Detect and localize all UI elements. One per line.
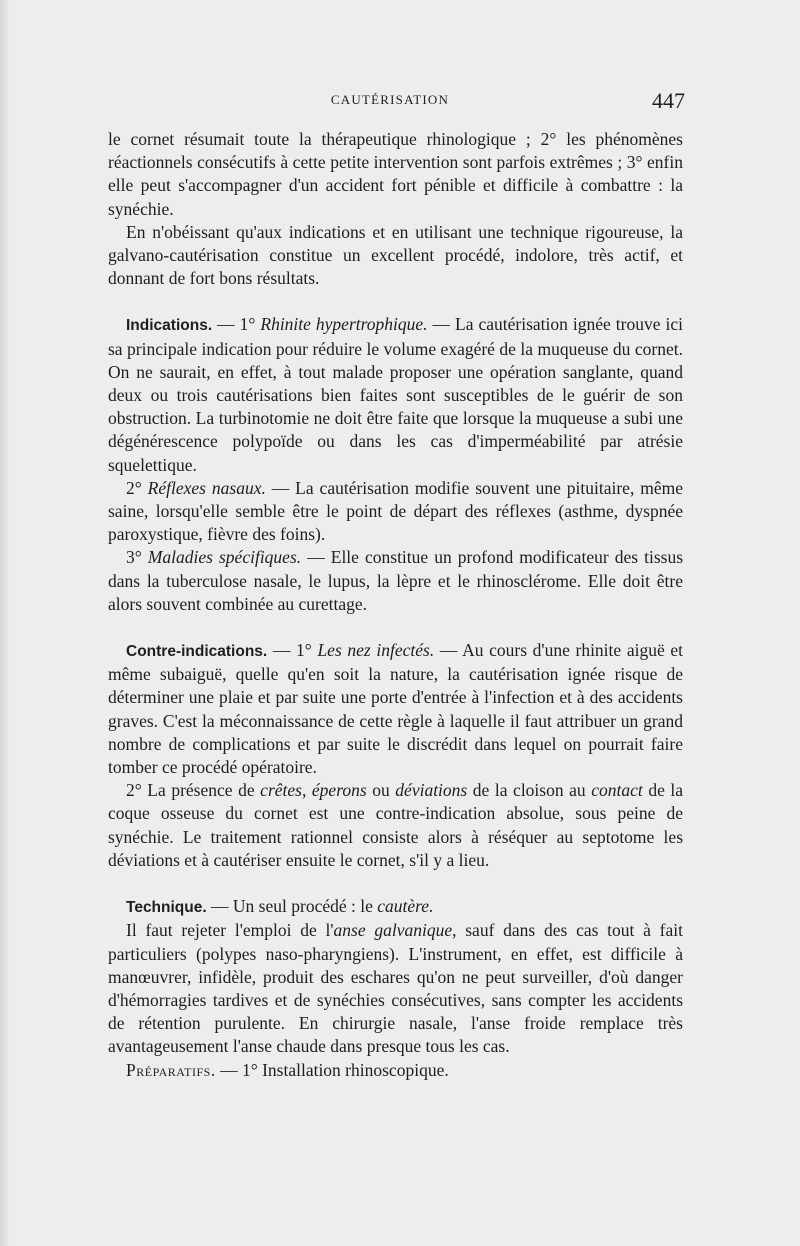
indications-item-3: 3° Maladies spécifiques. — Elle constitue un profond modificateur des tissus dans la tuberculose nasale, le lupus, la lèpre et le rhinosclérome. Elle doit être alors souvent combinée au curettage. bbox=[108, 547, 684, 614]
intro-paragraph-1: le cornet résumait toute la thérapeutique rhinologique ; 2° les phénomènes réactionnels consécutifs à cette petite intervention sont parfois extrêmes ; 3° enfin elle peut s'accompagner d'un accident fort pénible et difficile à combattre : la synéchie. bbox=[108, 129, 683, 219]
technique-paragraph: Technique. — Un seul procédé : le cautère. bbox=[126, 896, 434, 917]
running-title: CAUTÉRISATION bbox=[330, 92, 450, 107]
running-head bbox=[0, 90, 800, 120]
indication-title-rhinite: Rhinite hypertrophique. bbox=[260, 314, 428, 335]
binding-shadow bbox=[0, 0, 10, 1246]
indications-item-2: 2° Réflexes nasaux. — La cautérisation modifie souvent une pituitaire, même saine, lorsqu'elle semble être le point de départ des réflexes (asthme, dyspnée paroxystique, fièvre des foins). bbox=[108, 477, 684, 545]
indications-heading: Indications. bbox=[126, 317, 213, 335]
contre-indications-paragraph: Contre-indications. — 1° Les nez infectés. — Au cours d'une rhinite aiguë et même subaiguë, quelle qu'en soit la nature, la cautérisation ignée risque de déterminer une plaie et par suite une porte d'entrée à l'infection et à des accidents graves. C'est la méconnaissance de cette règle à laquelle il faut attribuer un grand nombre de complications et par suite le discrédit dans lequel on pourrait faire tomber ce procédé opératoire. bbox=[108, 640, 684, 778]
technique-heading: Technique. bbox=[126, 899, 207, 917]
indications-paragraph: Indications. — 1° Rhinite hypertrophique. — La cautérisation ignée trouve ici sa principale indication pour réduire le volume exagéré de la muqueuse du cornet. On ne saurait, en effet, à tout malade proposer une opération sanglante, quand deux ou trois cautérisations bien faites sont susceptibles de le guérir de son obstruction. La turbinotomie ne doit être faite que lorsque la muqueuse a subi une dégénérescence polypoïde ou dans les cas d'imperméabilité par atrésie squelettique. bbox=[108, 314, 683, 475]
contre-indications-item-2: 2° La présence de crêtes, éperons ou déviations de la cloison au contact de la coque osseuse du cornet est une contre-indication absolue, sous peine de synéchie. Le traitement rationnel consiste alors à réséquer au septotome les déviations et à cautériser ensuite le cornet, s'il y a lieu. bbox=[108, 780, 684, 870]
indication-title-maladies: Maladies spécifiques. bbox=[147, 547, 302, 568]
intro-paragraph-2: En n'obéissant qu'aux indications et en utilisant une technique rigoureuse, la galvano-cautérisation constitue un excellent procédé, indolore, très actif, et donnant de fort bons résultats. bbox=[108, 221, 683, 289]
contre-title-nez: Les nez infectés. bbox=[317, 640, 435, 661]
indication-title-reflexes: Réflexes nasaux. bbox=[147, 477, 266, 498]
contre-indications-heading: Contre-indications. bbox=[126, 643, 268, 661]
technique-paragraph-2: Il faut rejeter l'emploi de l'anse galvanique, sauf dans des cas tout à fait particuliers (polypes naso-pharyngiens). L'instrument, en effet, est difficile à manœuvrer, infidèle, produit des eschares qu'on ne peut surveiller, d'où danger d'hémorragies tardives et de synéchies consécutives, sans compter les accidents de rétention purulente. En chirurgie nasale, l'anse froide remplace très avantageusement l'anse chaude dans presque tous les cas. bbox=[108, 920, 683, 1057]
preparatifs-heading: Préparatifs. bbox=[126, 1059, 216, 1080]
preparatifs-paragraph: Préparatifs. — 1° Installation rhinoscopique. bbox=[126, 1059, 449, 1080]
page-number: 447 bbox=[652, 88, 685, 113]
page-body bbox=[108, 128, 683, 1082]
